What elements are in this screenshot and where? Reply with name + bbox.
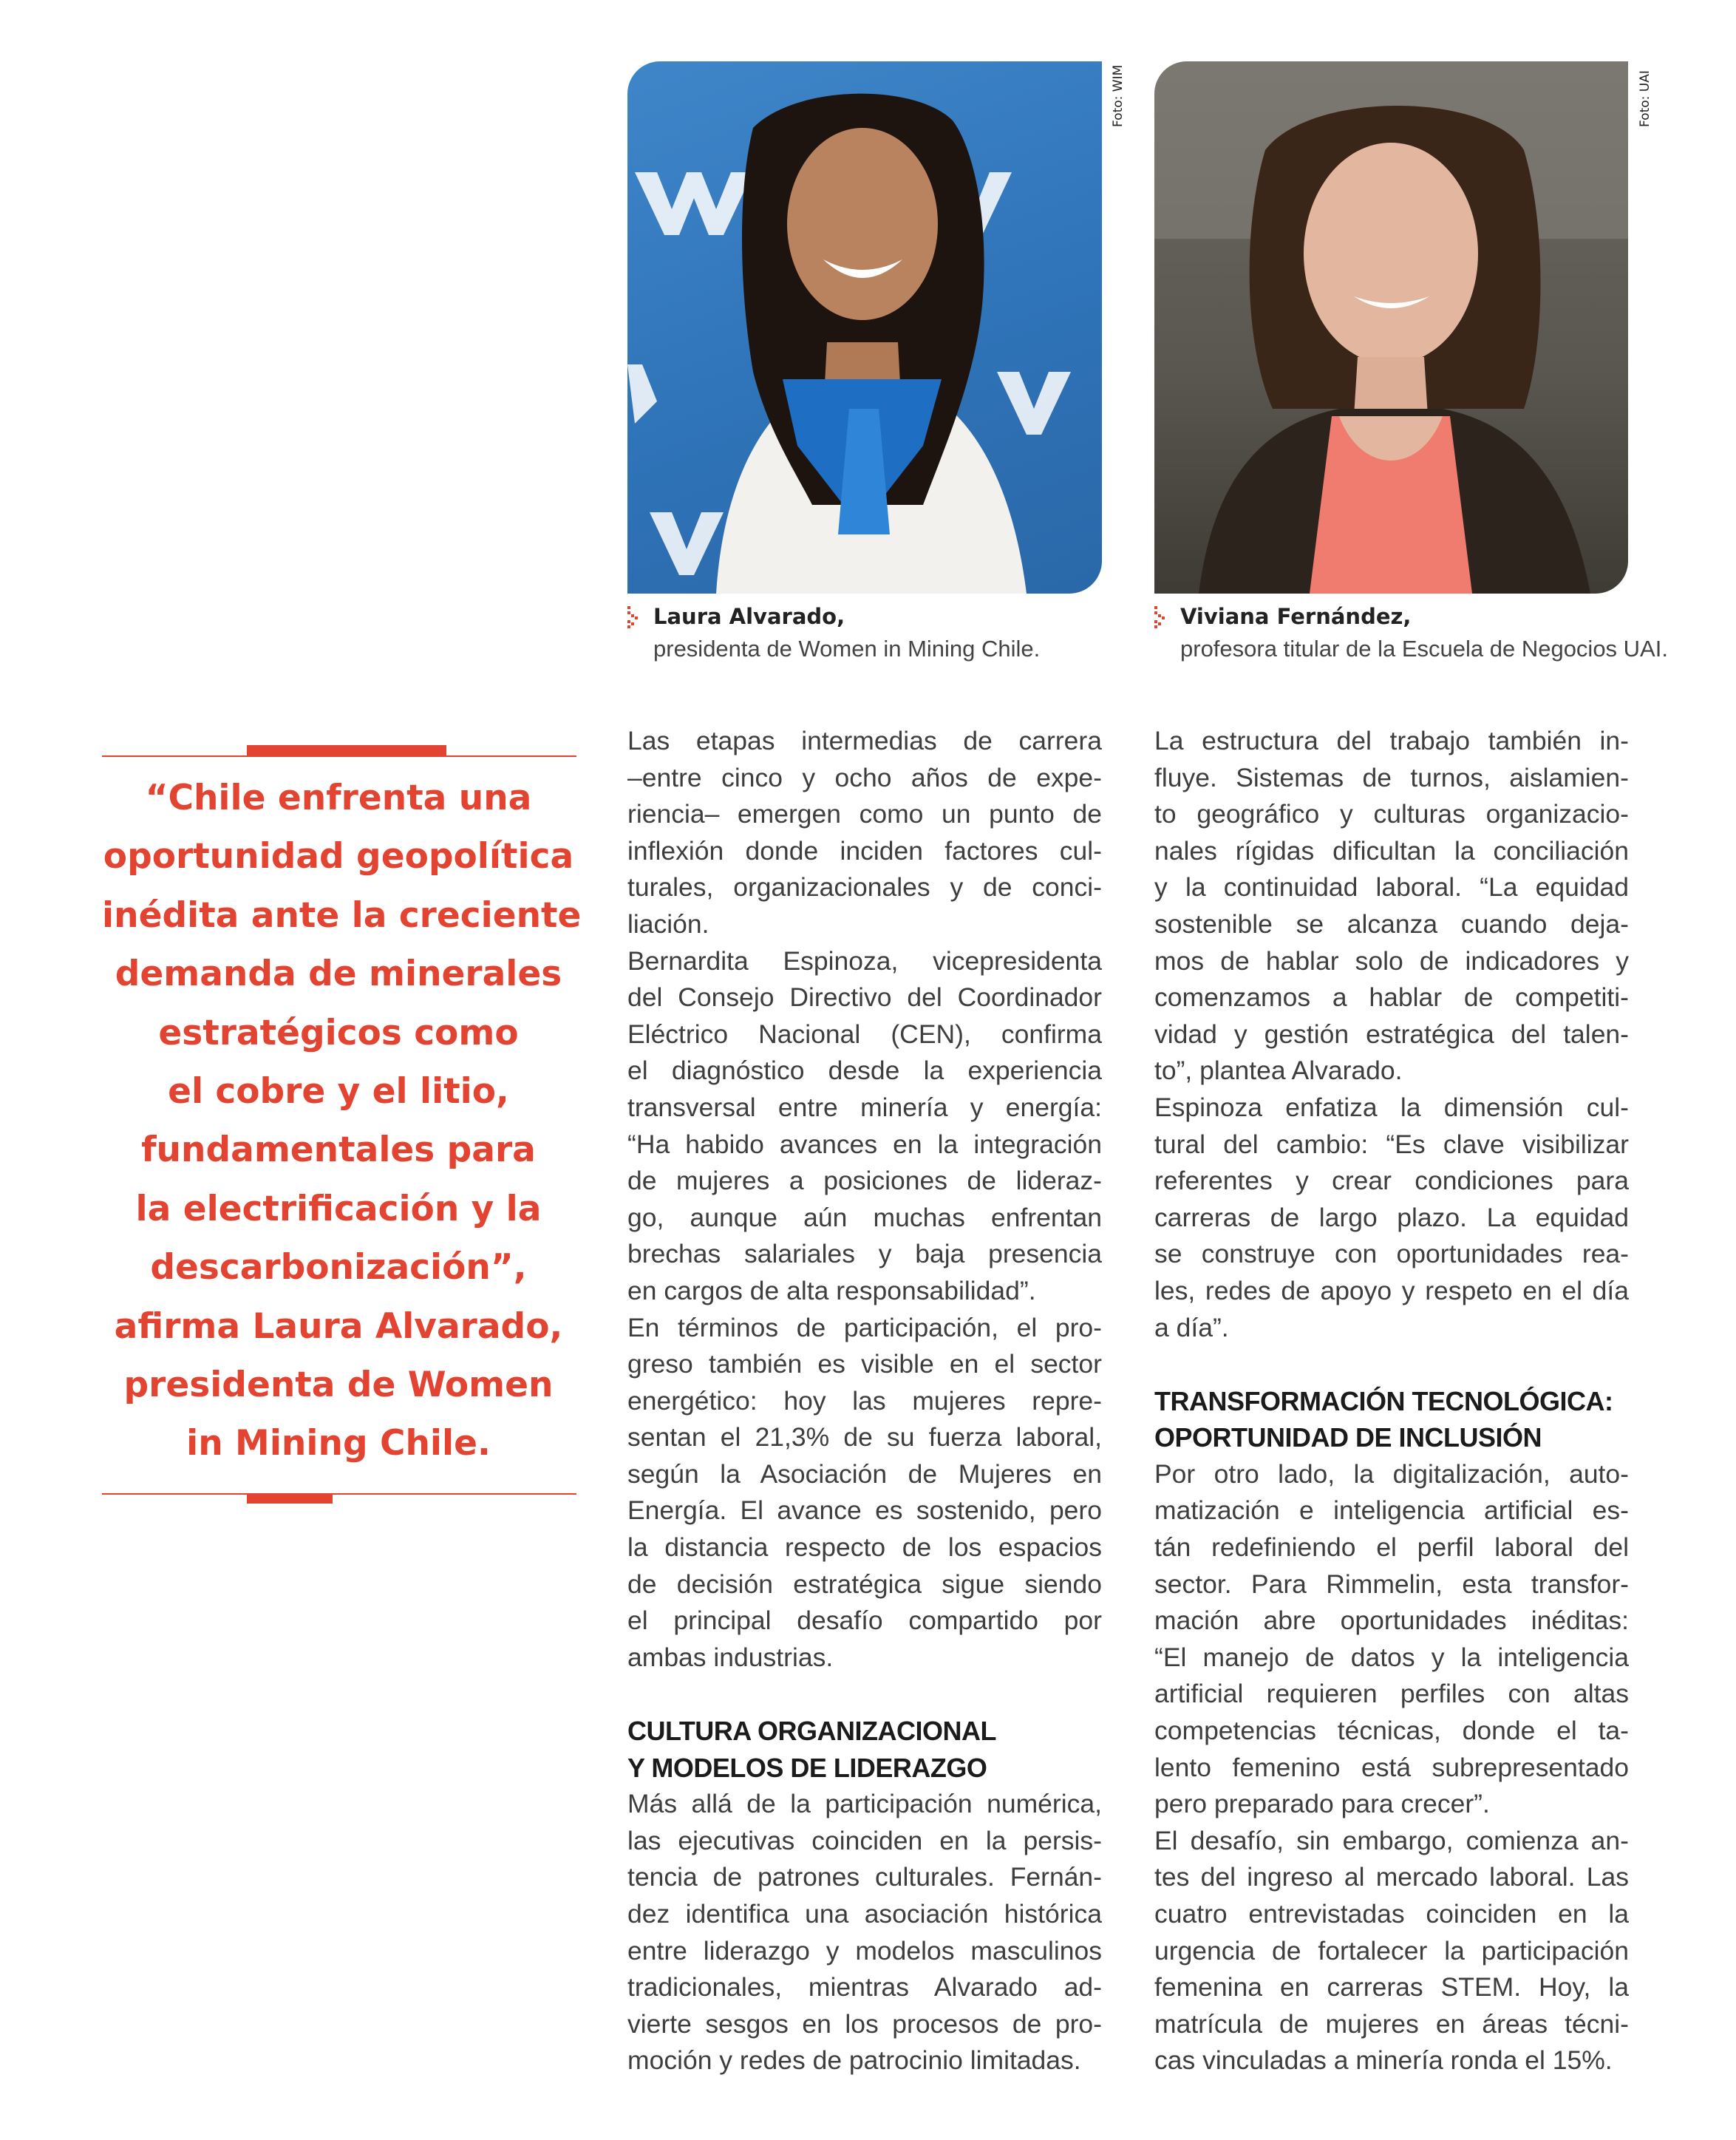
body-text-line: En términos de participación, el pro- <box>627 1312 1102 1342</box>
body-text-line: –entre cinco y ocho años de expe- <box>627 762 1102 792</box>
body-text-line: sostenible se alcanza cuando deja- <box>1154 908 1629 939</box>
body-text-line: Eléctrico Nacional (CEN), confirma <box>627 1019 1102 1049</box>
pullquote-top-rule <box>102 755 576 757</box>
photo-laura-alvarado <box>627 61 1102 594</box>
body-text-line: les, redes de apoyo y respeto en el día <box>1154 1275 1629 1305</box>
body-text-line: vierte sesgos en los procesos de pro- <box>627 2008 1102 2039</box>
body-text-line: en cargos de alta responsabilidad”. <box>627 1275 1036 1305</box>
body-text-line: brechas salariales y baja presencia <box>627 1239 1102 1269</box>
pullquote-bottom-rule <box>102 1493 576 1495</box>
body-text-line: mación abre oportunidades inéditas: <box>1154 1606 1629 1636</box>
body-text-line: pero preparado para crecer”. <box>1154 1789 1490 1819</box>
body-text-line: liación. <box>627 908 709 939</box>
body-text-line: mos de hablar solo de indicadores y <box>1154 945 1629 976</box>
body-text-line: entre liderazgo y modelos masculinos <box>627 1935 1102 1966</box>
pullquote-line: descarbonización”, <box>150 1247 527 1288</box>
body-text-line: La estructura del trabajo también in- <box>1154 726 1629 755</box>
caption-laura <box>653 600 1040 665</box>
article-column-2 <box>1154 723 1629 2079</box>
body-text-line: femenina en carreras STEM. Hoy, la <box>1154 1972 1629 2003</box>
section-heading-line: OPORTUNIDAD DE INCLUSIÓN <box>1154 1422 1542 1453</box>
body-text-line: riencia– emergen como un punto de <box>627 799 1102 829</box>
pullquote-top-bar <box>247 745 446 755</box>
pullquote-line: inédita ante la creciente <box>102 894 582 936</box>
portrait-illustration <box>1154 61 1628 594</box>
body-text-line: lento femenino está subrepresentado <box>1154 1752 1629 1782</box>
body-text-line: to geográfico y culturas organizacio- <box>1154 799 1629 829</box>
body-text-line: Las etapas intermedias de carrera <box>627 726 1102 755</box>
body-text-line: carreras de largo plazo. La equidad <box>1154 1202 1629 1232</box>
body-text-line: El desafío, sin embargo, comienza an- <box>1154 1825 1629 1855</box>
body-text-line: matización e inteligencia artificial es- <box>1154 1495 1629 1526</box>
body-text-line: Energía. El avance es sostenido, pero <box>627 1495 1102 1526</box>
body-text-line: del Consejo Directivo del Coordinador <box>627 982 1102 1013</box>
caption-marker-icon <box>1154 606 1169 628</box>
body-text-line: inflexión donde inciden factores cul- <box>627 835 1102 866</box>
pullquote-line: demanda de minerales <box>115 954 562 995</box>
body-text-line: vidad y gestión estratégica del talen- <box>1154 1019 1629 1049</box>
body-text-line: greso también es visible en el sector <box>627 1349 1102 1379</box>
portrait-illustration <box>627 61 1102 594</box>
body-text-line: go, aunque aún muchas enfrentan <box>627 1202 1102 1232</box>
body-text-line: de decisión estratégica sigue siendo <box>627 1569 1102 1599</box>
pullquote-line: “Chile enfrenta una <box>145 778 532 818</box>
body-text-line: urgencia de fortalecer la participación <box>1154 1935 1629 1966</box>
body-text-line: “Ha habido avances en la integración <box>627 1129 1102 1159</box>
article-column-1 <box>627 723 1102 2079</box>
photo-credit-uai: Foto: UAI <box>1638 70 1652 127</box>
pullquote-line: afirma Laura Alvarado, <box>114 1305 563 1347</box>
body-text-line: Más allá de la participación numérica, <box>627 1789 1102 1819</box>
pullquote-line: el cobre y el litio, <box>168 1071 509 1113</box>
caption-name: Laura Alvarado, <box>653 604 845 629</box>
body-text-line: dez identifica una asociación histórica <box>627 1899 1102 1929</box>
section-heading-line: TRANSFORMACIÓN TECNOLÓGICA: <box>1154 1385 1613 1416</box>
body-text-line: sentan el 21,3% de su fuerza laboral, <box>627 1422 1102 1453</box>
photo-viviana-fernandez <box>1154 61 1628 594</box>
body-text-line: fluye. Sistemas de turnos, aislamien- <box>1154 762 1629 792</box>
body-text-line: sector. Para Rimmelin, esta transfor- <box>1154 1569 1629 1599</box>
pullquote-line: presidenta de Women <box>123 1365 554 1406</box>
body-text-line: turales, organizacionales y de conci- <box>627 872 1102 903</box>
body-text-line: cas vinculadas a minería ronda el 15%. <box>1154 2045 1613 2076</box>
body-text-line: referentes y crear condiciones para <box>1154 1166 1629 1196</box>
body-text-line: Por otro lado, la digitalización, auto- <box>1154 1458 1629 1489</box>
body-text-line: artificial requieren perfiles con altas <box>1154 1679 1629 1709</box>
paragraph-gap <box>1154 1346 1629 1383</box>
body-text-line: tán redefiniendo el perfil laboral del <box>1154 1532 1629 1563</box>
pullquote-line: oportunidad geopolítica <box>103 836 574 877</box>
body-text-line: Espinoza enfatiza la dimensión cul- <box>1154 1092 1629 1122</box>
caption-viviana <box>1180 600 1668 665</box>
body-text-line: las ejecutivas coinciden en la persis- <box>627 1825 1102 1855</box>
body-text-line: tradicionales, mientras Alvarado ad- <box>627 1972 1102 2003</box>
body-text-line: y la continuidad laboral. “La equidad <box>1154 872 1629 903</box>
body-text-line: ambas industrias. <box>627 1642 834 1672</box>
body-text-line: matrícula de mujeres en áreas técni- <box>1154 2008 1629 2039</box>
body-text-line: tes del ingreso al mercado laboral. Las <box>1154 1862 1629 1892</box>
body-text-line: el diagnóstico desde la experiencia <box>627 1056 1102 1086</box>
body-text-line: se construye con oportunidades rea- <box>1154 1239 1629 1269</box>
body-text-line: la distancia respecto de los espacios <box>627 1532 1102 1563</box>
body-text-line: según la Asociación de Mujeres en <box>627 1458 1102 1489</box>
body-text-line: nales rígidas dificultan la conciliación <box>1154 835 1629 866</box>
pullquote-line: estratégicos como <box>158 1012 519 1053</box>
body-text-line: a día”. <box>1154 1312 1229 1342</box>
body-text-line: transversal entre minería y energía: <box>627 1092 1102 1122</box>
body-text-line: to”, plantea Alvarado. <box>1154 1056 1403 1086</box>
body-text-line: energético: hoy las mujeres repre- <box>627 1385 1102 1416</box>
paragraph-gap <box>627 1676 1102 1713</box>
body-text-line: tencia de patrones culturales. Fernán- <box>627 1862 1102 1892</box>
caption-role: profesora titular de la Escuela de Negocios UAI. <box>1180 636 1668 662</box>
pullquote-line: in Mining Chile. <box>186 1423 491 1464</box>
pullquote-line: fundamentales para <box>141 1130 536 1171</box>
caption-marker-icon <box>627 606 642 628</box>
body-text-line: comenzamos a hablar de competiti- <box>1154 982 1629 1013</box>
caption-role: presidenta de Women in Mining Chile. <box>653 636 1041 662</box>
pullquote-bottom-bar <box>247 1493 333 1504</box>
body-text-line: el principal desafío compartido por <box>627 1606 1102 1636</box>
body-text-line: moción y redes de patrocinio limitadas. <box>627 2045 1081 2076</box>
pullquote <box>102 769 582 1473</box>
caption-name: Viviana Fernández, <box>1180 604 1412 629</box>
section-heading-line: Y MODELOS DE LIDERAZGO <box>627 1752 987 1783</box>
body-text-line: “El manejo de datos y la inteligencia <box>1154 1642 1629 1672</box>
body-text-line: tural del cambio: “Es clave visibilizar <box>1154 1129 1629 1159</box>
body-text-line: cuatro entrevistadas coinciden en la <box>1154 1899 1629 1929</box>
photo-credit-wim: Foto: WIM <box>1111 64 1126 127</box>
pullquote-line: la electrificación y la <box>135 1188 542 1229</box>
body-text-line: competencias técnicas, donde el ta- <box>1154 1716 1629 1746</box>
body-text-line: de mujeres a posiciones de lideraz- <box>627 1166 1102 1196</box>
body-text-line: Bernardita Espinoza, vicepresidenta <box>627 945 1102 976</box>
section-heading-line: CULTURA ORGANIZACIONAL <box>627 1716 996 1747</box>
